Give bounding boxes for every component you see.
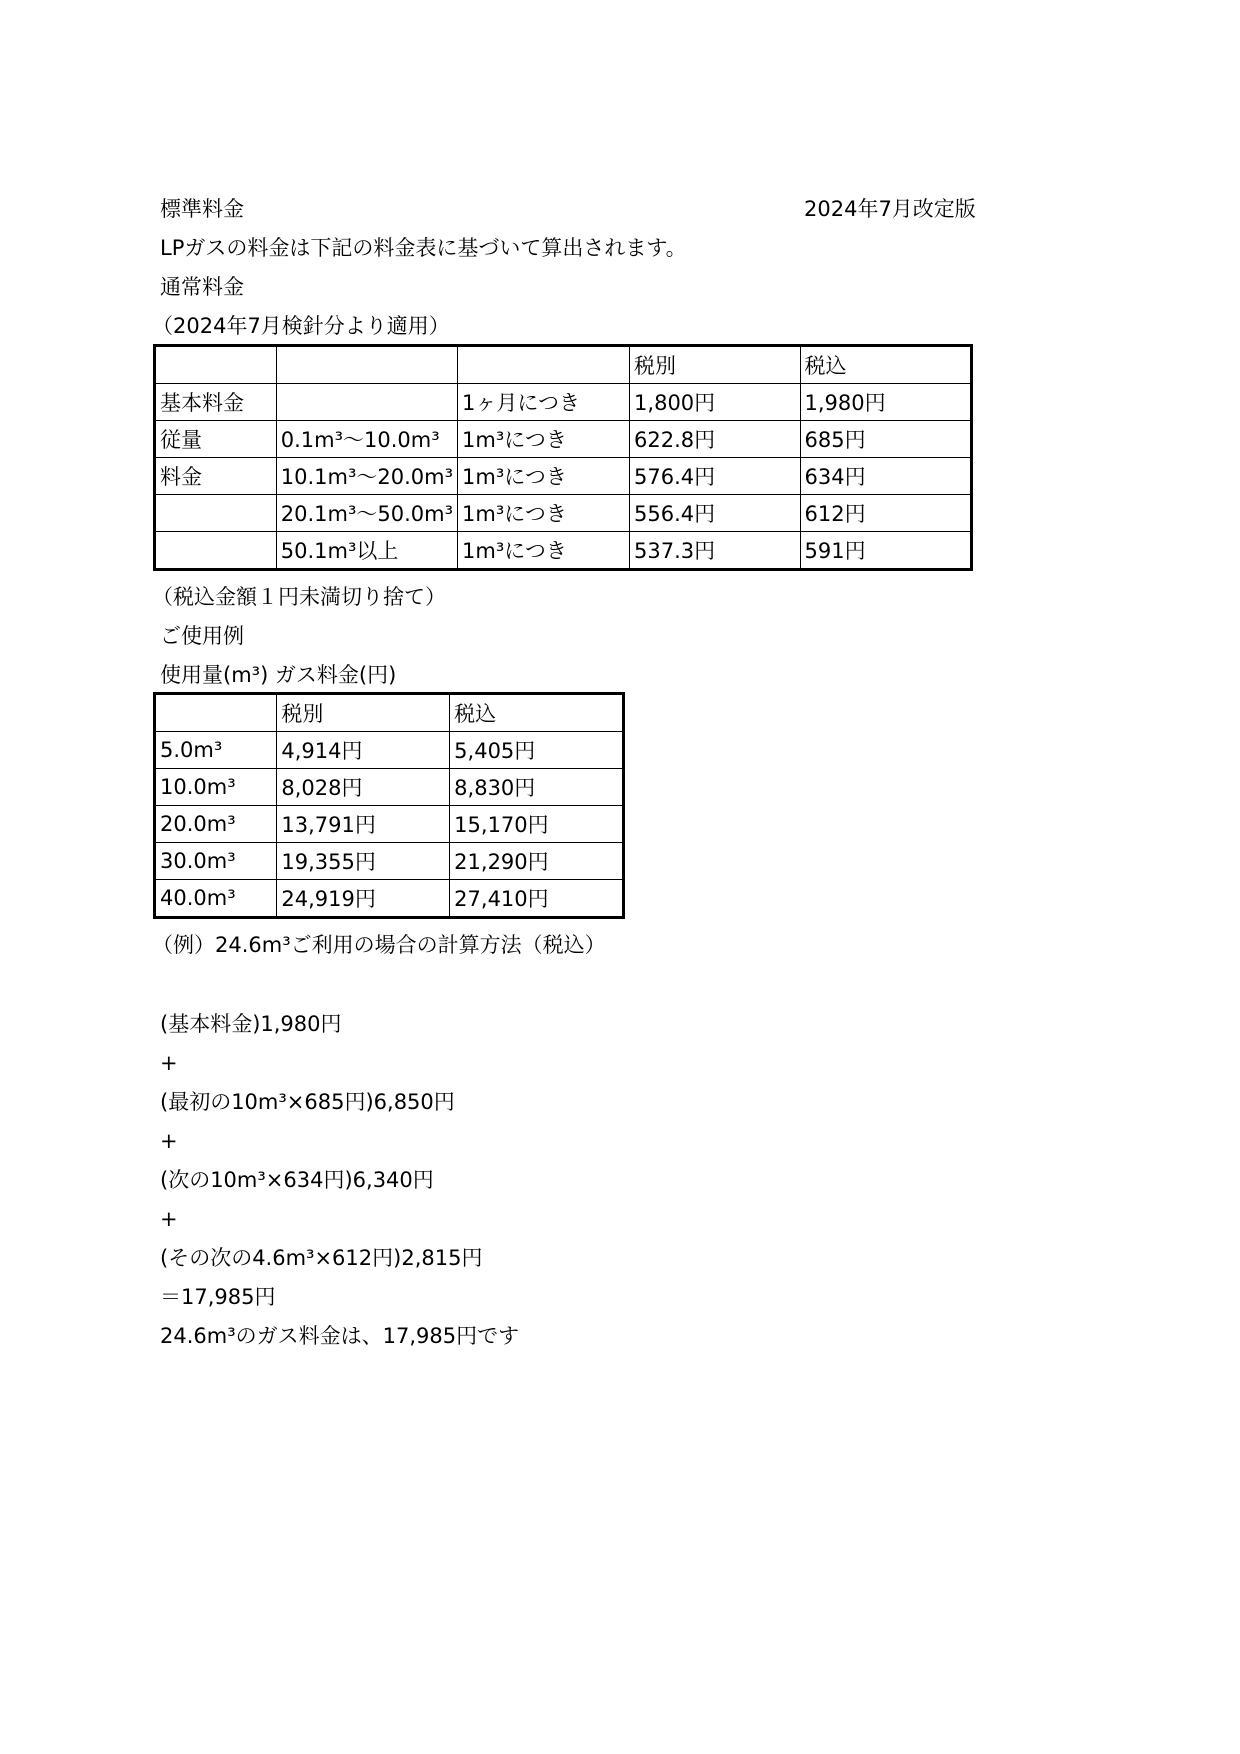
table-cell: 料金: [155, 458, 277, 495]
table-cell: [276, 384, 457, 421]
calculation-conclusion: 24.6m³のガス料金は、17,985円です: [160, 1324, 520, 1348]
table-header-row: [155, 694, 624, 732]
table-cell: 8,028円: [277, 769, 450, 806]
table-row: [155, 806, 624, 843]
table-cell: 4,914円: [277, 732, 450, 769]
table-cell: [155, 694, 277, 732]
table-cell: 5,405円: [450, 732, 624, 769]
table-cell: 685円: [800, 421, 972, 458]
calculation-line: (その次の4.6m³×612円)2,815円: [160, 1246, 483, 1270]
table-row: [155, 843, 624, 880]
calculation-line: +: [160, 1129, 178, 1153]
table-cell: [155, 346, 277, 384]
table-row: [155, 458, 972, 495]
table-cell: 576.4円: [630, 458, 800, 495]
calculation-total: ＝17,985円: [160, 1285, 276, 1309]
tax-rounding-note: （税込金額１円未満切り捨て）: [152, 585, 446, 609]
table-cell: 税別: [630, 346, 800, 384]
table-cell: 50.1m³以上: [276, 532, 457, 570]
intro-text: LPガスの料金は下記の料金表に基づいて算出されます。: [160, 236, 687, 260]
table-cell: 1m³につき: [458, 421, 630, 458]
table-cell: 537.3円: [630, 532, 800, 570]
table-cell: 24,919円: [277, 880, 450, 918]
normal-rate-heading: 通常料金: [160, 275, 244, 299]
calculation-line: (基本料金)1,980円: [160, 1012, 342, 1036]
calculation-line: +: [160, 1207, 178, 1231]
table-cell: 1,800円: [630, 384, 800, 421]
table-cell: 1ヶ月につき: [458, 384, 630, 421]
table-cell: 21,290円: [450, 843, 624, 880]
table-row: [155, 769, 624, 806]
calculation-example-title: （例）24.6m³ご利用の場合の計算方法（税込）: [152, 933, 606, 957]
table-cell: [155, 495, 277, 532]
table-cell: 591円: [800, 532, 972, 570]
table-row: [155, 532, 972, 570]
table-cell: [155, 532, 277, 570]
table-cell: 19,355円: [277, 843, 450, 880]
usage-example-heading: ご使用例: [160, 624, 244, 648]
table-header-row: [155, 346, 972, 384]
table-cell: 634円: [800, 458, 972, 495]
table-cell: 税込: [800, 346, 972, 384]
table-cell: 10.0m³: [155, 769, 277, 806]
table-cell: [458, 346, 630, 384]
table-cell: 30.0m³: [155, 843, 277, 880]
table-cell: 5.0m³: [155, 732, 277, 769]
table-cell: 1,980円: [800, 384, 972, 421]
table-row: [155, 495, 972, 532]
table-cell: 10.1m³〜20.0m³: [276, 458, 457, 495]
table-row: [155, 421, 972, 458]
table-cell: 8,830円: [450, 769, 624, 806]
table-cell: 612円: [800, 495, 972, 532]
table-cell: 1m³につき: [458, 495, 630, 532]
table-cell: 40.0m³: [155, 880, 277, 918]
version-label: 2024年7月改定版: [804, 197, 976, 221]
table-row: [155, 880, 624, 918]
table-cell: 税別: [277, 694, 450, 732]
table-cell: 15,170円: [450, 806, 624, 843]
table-cell: 20.0m³: [155, 806, 277, 843]
usage-table-caption: 使用量(m³) ガス料金(円): [160, 663, 397, 687]
table-cell: 27,410円: [450, 880, 624, 918]
table-cell: 556.4円: [630, 495, 800, 532]
calculation-line: (最初の10m³×685円)6,850円: [160, 1090, 455, 1114]
usage-example-table: [153, 692, 625, 919]
table-cell: 13,791円: [277, 806, 450, 843]
calculation-line: (次の10m³×634円)6,340円: [160, 1168, 434, 1192]
table-row: [155, 384, 972, 421]
table-cell: [276, 346, 457, 384]
page-title: 標準料金: [160, 197, 244, 221]
table-cell: 622.8円: [630, 421, 800, 458]
table-cell: 1m³につき: [458, 458, 630, 495]
rate-table: [153, 344, 973, 571]
table-cell: 0.1m³〜10.0m³: [276, 421, 457, 458]
calculation-line: +: [160, 1051, 178, 1075]
table-cell: 基本料金: [155, 384, 277, 421]
table-cell: 20.1m³〜50.0m³: [276, 495, 457, 532]
table-cell: 従量: [155, 421, 277, 458]
applied-date-note: （2024年7月検針分より適用）: [152, 314, 450, 338]
table-cell: 1m³につき: [458, 532, 630, 570]
table-cell: 税込: [450, 694, 624, 732]
table-row: [155, 732, 624, 769]
